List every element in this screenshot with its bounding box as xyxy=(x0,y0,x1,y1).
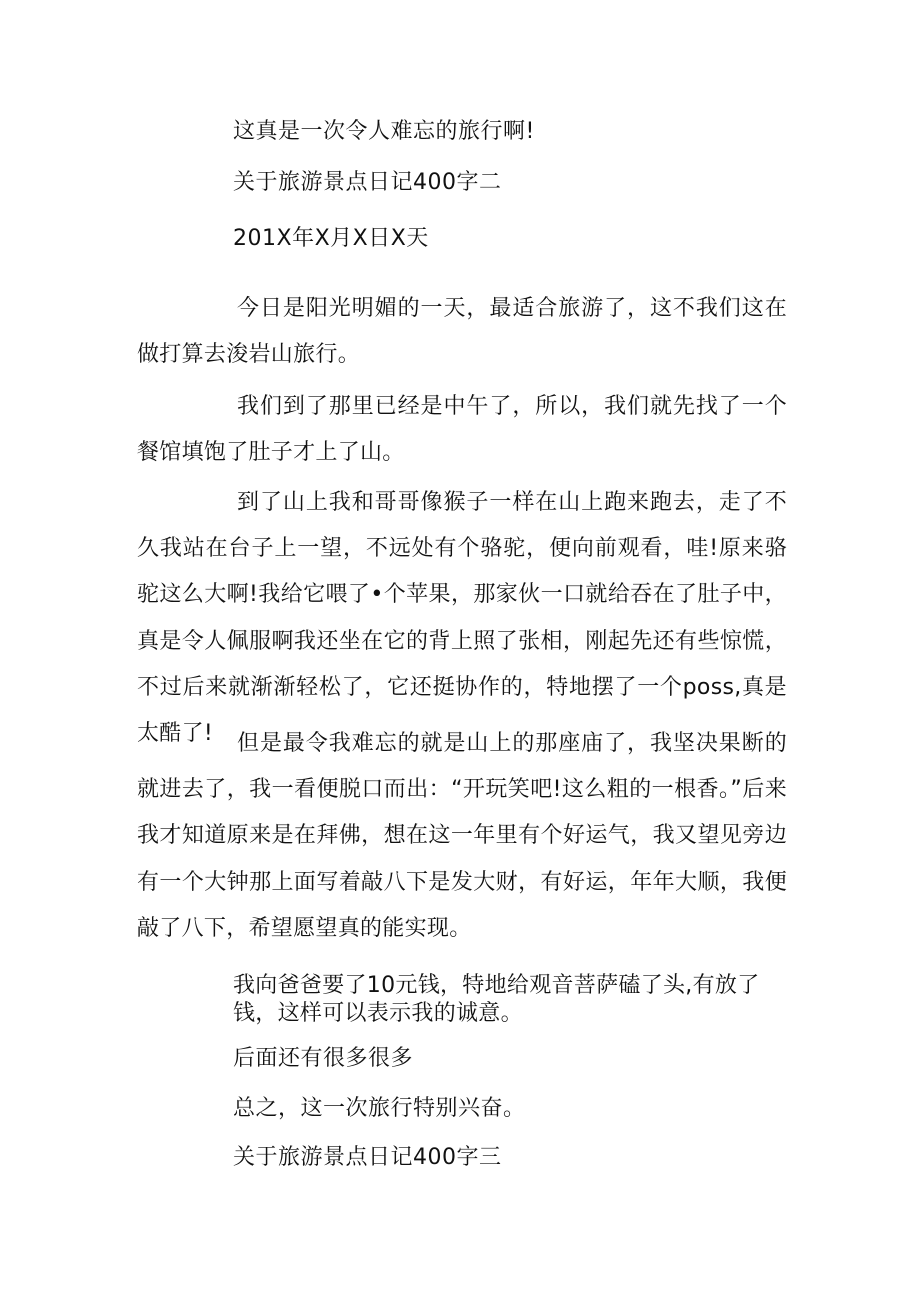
paragraph-5: 我向爸爸要了10元钱，特地给观音菩萨磕了头,有放了钱，这样可以表示我的诚意。 xyxy=(233,973,760,1026)
paragraph-1: 今日是阳光明媚的一天，最适合旅游了，这不我们这在做打算去浚岩山旅行。 xyxy=(137,296,787,368)
section-heading-2: 关于旅游景点日记400字二 xyxy=(233,170,502,195)
paragraph-3: 到了山上我和哥哥像猴子一样在山上跑来跑去，走了不久我站在台子上一望，不远处有个骆驼，便向前观看，哇!原来骆驼这么大啊!我给它喂了•个苹果，那家伙一口就给吞在了肚子中，真是令人佩服啊我还坐在它的背上照了张相，刚起先还有些惊慌，不过后来就渐渐轻松了，它还挺协作的，特地摆了一个poss,真是太酷了! xyxy=(137,490,787,747)
diary-date: 201X年X月X日X天 xyxy=(233,226,429,251)
section-heading-3: 关于旅游景点日记400字三 xyxy=(233,1145,502,1170)
closing-line: 这真是一次令人难忘的旅行啊! xyxy=(233,119,535,144)
paragraph-4: 但是最令我难忘的就是山上的那座庙了，我坚决果断的就进去了，我一看便脱口而出：“开玩笑吧!这么粗的一根香。”后来我才知道原来是在拜佛，想在这一年里有个好运气，我又望见旁边有一个大钟那上面写着敲八下是发大财，有好运，年年大顺，我便敲了八下，希望愿望真的能实现。 xyxy=(137,731,787,941)
tail-line-2: 总之，这一次旅行特别兴奋。 xyxy=(233,1096,526,1121)
tail-line-1: 后面还有很多很多 xyxy=(233,1046,414,1071)
paragraph-2: 我们到了那里已经是中午了，所以，我们就先找了一个餐馆填饱了肚子才上了山。 xyxy=(137,394,787,466)
